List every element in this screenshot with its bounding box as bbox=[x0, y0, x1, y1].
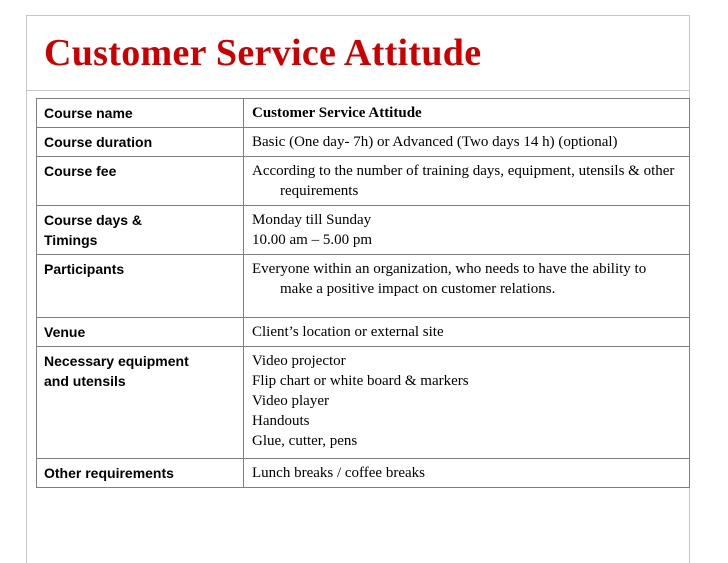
row-value: Lunch breaks / coffee breaks bbox=[244, 459, 690, 488]
table-row bbox=[37, 157, 690, 206]
row-label-line: Timings bbox=[44, 232, 98, 248]
row-value-text: According to the number of training days, equipment, utensils & other requirements bbox=[252, 163, 675, 199]
course-info-table bbox=[36, 98, 690, 488]
row-value-line: Handouts bbox=[252, 413, 310, 429]
row-value bbox=[244, 347, 690, 459]
row-label-line: Necessary equipment bbox=[44, 353, 189, 369]
row-value bbox=[244, 206, 690, 255]
table-row bbox=[37, 128, 690, 157]
page-title: Customer Service Attitude bbox=[44, 32, 482, 74]
row-label bbox=[37, 347, 244, 459]
table-row bbox=[37, 318, 690, 347]
row-value-text: Everyone within an organization, who needs to have the ability to make a positive impact on customer relations. bbox=[252, 261, 647, 297]
row-value-line: Video player bbox=[252, 393, 329, 409]
row-label-line: Course days & bbox=[44, 212, 143, 228]
table-row bbox=[37, 99, 690, 128]
row-value: Basic (One day- 7h) or Advanced (Two days 14 h) (optional) bbox=[244, 128, 690, 157]
table-row bbox=[37, 206, 690, 255]
row-label-line: and utensils bbox=[44, 373, 126, 389]
row-label: Other requirements bbox=[37, 459, 244, 488]
table-row bbox=[37, 255, 690, 318]
row-value-line: 10.00 am – 5.00 pm bbox=[252, 232, 372, 248]
row-value-line: Video projector bbox=[252, 353, 346, 369]
row-value bbox=[244, 157, 690, 206]
row-label bbox=[37, 206, 244, 255]
row-label: Venue bbox=[37, 318, 244, 347]
table-row bbox=[37, 347, 690, 459]
table-row bbox=[37, 459, 690, 488]
row-value-line: Glue, cutter, pens bbox=[252, 433, 358, 449]
row-label: Course duration bbox=[37, 128, 244, 157]
row-value-line: Monday till Sunday bbox=[252, 212, 372, 228]
title-divider bbox=[26, 90, 690, 91]
row-label: Course fee bbox=[37, 157, 244, 206]
row-value-line: Flip chart or white board & markers bbox=[252, 373, 469, 389]
row-label: Course name bbox=[37, 99, 244, 128]
row-value: Customer Service Attitude bbox=[244, 99, 690, 128]
row-value: Client’s location or external site bbox=[244, 318, 690, 347]
row-label: Participants bbox=[37, 255, 244, 318]
row-value bbox=[244, 255, 690, 318]
